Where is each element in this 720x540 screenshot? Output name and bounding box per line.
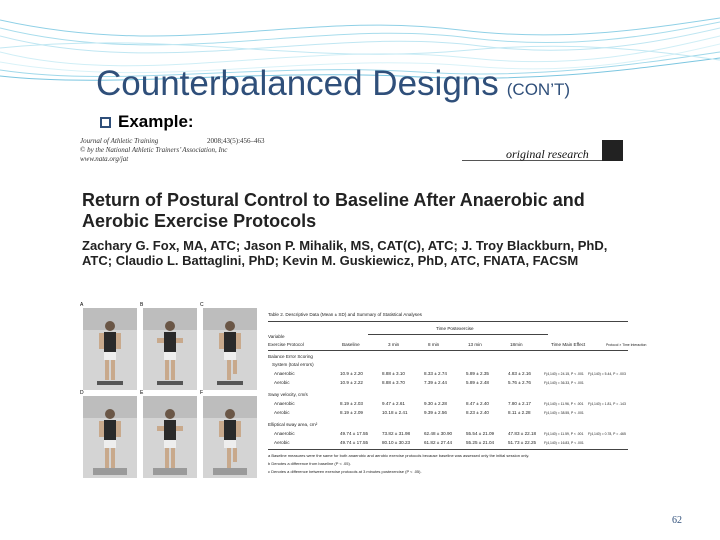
section-badge-label: original research — [506, 147, 589, 161]
section-badge-square — [602, 140, 623, 161]
table-cell: 8.19 ± 2.09 — [340, 410, 363, 415]
paper-title: Return of Postural Control to Baseline After Anaerobic and Aerobic Exercise Protocols — [82, 190, 585, 231]
athlete-photo — [83, 308, 137, 390]
table-cell: 10.9 ± 2.22 — [340, 380, 363, 385]
table-caption: Table 2. Descriptive Data (Mean ± SD) and Summary of Statistical Analyses — [268, 312, 422, 317]
table-cell: 80.10 ± 30.23 — [382, 440, 411, 445]
table-cell: F(4,140) = 24.15, P < .001 — [544, 372, 584, 376]
table-rule — [268, 321, 628, 322]
table-cell: 10.9 ± 2.20 — [340, 371, 363, 376]
paper-authors: Zachary G. Fox, MA, ATC; Jason P. Mihalik, MS, CAT(C), ATC; J. Troy Blackburn, PhD, ATC; Claudio L. Battaglini, PhD; Kevin M. Guskiewicz, PhD, ATC, FNATA, FACSM — [82, 238, 608, 268]
athlete-photo — [83, 396, 137, 478]
table-cell: 10.18 ± 2.41 — [382, 410, 408, 415]
table-cell: 8.88 ± 3.10 — [382, 371, 405, 376]
table-cell: 55.54 ± 21.09 — [466, 431, 495, 436]
table-rule — [368, 334, 548, 335]
table-col-header: 13 min — [468, 342, 482, 347]
bullet-text: Example: — [118, 112, 194, 131]
photo-label: B — [140, 302, 144, 308]
table-cell: F(4,140) = 11.96, P < .001 — [544, 402, 584, 406]
table-row-protocol: Anaerobic — [274, 431, 295, 436]
table-section-name: Sway velocity, cm/s — [268, 392, 308, 397]
table-cell: 62.48 ± 30.90 — [424, 431, 453, 436]
photo-label: C — [200, 302, 204, 308]
table-rule — [268, 449, 628, 450]
journal-line: Journal of Athletic Training — [80, 137, 159, 145]
table-section-subname: System (total errors) — [272, 362, 314, 367]
table-cell: 8.88 ± 3.70 — [382, 380, 405, 385]
table-rule — [268, 350, 628, 351]
table-col-header: 8 min — [428, 342, 440, 347]
table-col-variable: Variable — [268, 334, 285, 339]
journal-line: © by the National Athletic Trainers’ Association, Inc — [80, 146, 228, 154]
table-cell: 5.76 ± 2.76 — [508, 380, 531, 385]
table-cell: 7.80 ± 2.17 — [508, 401, 531, 406]
slide-title-suffix: (CON’T) — [506, 80, 571, 99]
journal-year: 2008;43(5):456–463 — [207, 137, 265, 145]
photo-label: D — [80, 390, 84, 396]
table-row-protocol: Aerobic — [274, 440, 290, 445]
table-cell: 8.47 ± 2.40 — [466, 401, 489, 406]
table-footnote: b Denotes a difference from baseline (P < .05). — [268, 461, 351, 466]
table-row-protocol: Aerobic — [274, 380, 290, 385]
table-footnote: c Denotes a difference between exercise protocols at 3 minutes postexercise (P < .05). — [268, 469, 422, 474]
table-cell: 5.89 ± 2.48 — [466, 380, 489, 385]
slide-title — [96, 64, 570, 104]
table-footnote: a Baseline measures were the same for both anaerobic and aerobic exercise protocols because baseline was assessed only the initial session only. — [268, 453, 530, 458]
table-cell: 51.73 ± 22.25 — [508, 440, 537, 445]
table-cell: 8.19 ± 2.03 — [340, 401, 363, 406]
table-row-protocol: Aerobic — [274, 410, 290, 415]
table-cell: 9.47 ± 2.61 — [382, 401, 405, 406]
photo-label: E — [140, 390, 144, 396]
table-row-protocol: Anaerobic — [274, 371, 295, 376]
table-cell: 55.25 ± 21.04 — [466, 440, 495, 445]
table-cell: F(4,140) = 0.78, P = .465 — [588, 432, 626, 436]
table-cell: F(4,140) = 5.44, P = .003 — [588, 372, 626, 376]
table-cell: 7.39 ± 2.44 — [424, 380, 447, 385]
table-row-protocol: Anaerobic — [274, 401, 295, 406]
table-section-name: Balance Error Scoring — [268, 354, 313, 359]
table-cell: 5.89 ± 2.35 — [466, 371, 489, 376]
table-cell: 9.30 ± 2.28 — [424, 401, 447, 406]
table-cell: 49.74 ± 17.55 — [340, 440, 369, 445]
athlete-photo — [143, 308, 197, 390]
photo-label: F — [200, 390, 204, 396]
table-cell: 8.33 ± 2.74 — [424, 371, 447, 376]
table-col-header: Baseline — [342, 342, 360, 347]
table-col-header: 18min — [510, 342, 523, 347]
table-col-exercise: Exercise Protocol — [268, 342, 304, 347]
results-table — [268, 312, 647, 497]
table-cell: 4.83 ± 2.16 — [508, 371, 531, 376]
table-cell: F(4,140) = 1.81, P = .143 — [588, 402, 626, 406]
table-cell: F(4,140) = 11.59, P < .001 — [544, 432, 584, 436]
table-cell: 73.82 ± 31.98 — [382, 431, 411, 436]
table-cell: 61.82 ± 27.44 — [424, 440, 453, 445]
table-cell: 49.74 ± 17.55 — [340, 431, 369, 436]
table-cell: 9.39 ± 2.56 — [424, 410, 447, 415]
athlete-photo — [203, 396, 257, 478]
journal-citation — [80, 137, 227, 164]
page-number: 62 — [672, 515, 682, 526]
table-section-name: Elliptical sway area, cm² — [268, 422, 318, 427]
table-col-header: Protocol × Time Interaction — [606, 343, 647, 347]
slide-title-main: Counterbalanced Designs — [96, 64, 499, 103]
bullet-item — [100, 112, 194, 132]
table-cell: 8.23 ± 2.40 — [466, 410, 489, 415]
table-col-header: Time Main Effect — [551, 342, 586, 347]
table-cell: 47.83 ± 22.18 — [508, 431, 537, 436]
table-cell: F(4,140) = 36.33, P < .001 — [544, 381, 584, 385]
table-cell: 8.11 ± 2.28 — [508, 410, 531, 415]
table-cell: F(4,140) = 16.83, P < .001 — [544, 441, 584, 445]
table-col-header: 3 min — [388, 342, 400, 347]
square-bullet-icon — [100, 117, 111, 128]
journal-line: www.nata.org/jat — [80, 155, 129, 163]
table-time-header: Time Postexercise — [436, 326, 474, 331]
photo-grid — [80, 302, 260, 482]
photo-label: A — [80, 302, 84, 308]
table-cell: F(4,140) = 38.55, P < .001 — [544, 411, 584, 415]
athlete-photo — [203, 308, 257, 390]
paper-excerpt — [80, 137, 647, 497]
athlete-photo — [143, 396, 197, 478]
